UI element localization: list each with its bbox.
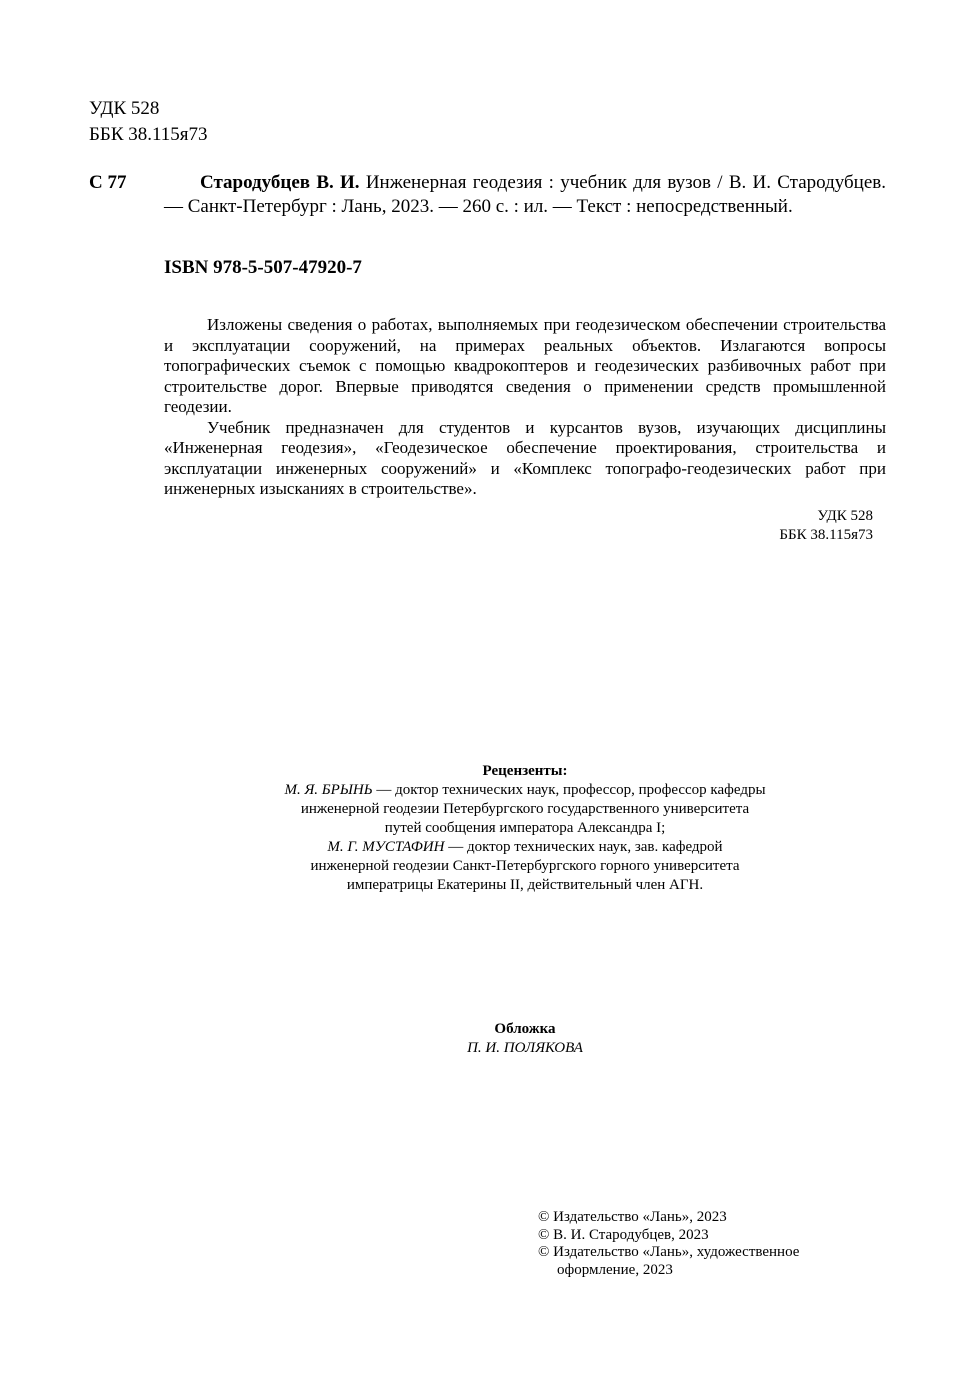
abstract	[164, 315, 886, 500]
copyright-block	[538, 1209, 858, 1279]
udk-code: УДК 528	[89, 98, 160, 119]
cover-designer: П. И. ПОЛЯКОВА	[467, 1040, 583, 1056]
udk-bbk-footer	[700, 507, 873, 545]
reviewer-line	[200, 781, 850, 800]
reviewer-credentials: — доктор технических наук, зав. кафедрой	[444, 839, 723, 855]
bibliographic-record	[164, 171, 886, 219]
author-name: Стародубцев В. И.	[200, 172, 360, 193]
cover-credit	[200, 1020, 850, 1058]
bbk-code: ББК 38.115я73	[779, 527, 873, 543]
bbk-code: ББК 38.115я73	[89, 124, 208, 145]
reviewer-line: императрицы Екатерины II, действительный член АГН.	[346, 877, 704, 893]
reviewers-block	[200, 762, 850, 895]
reviewer-name: М. Г. МУСТАФИН	[327, 839, 445, 855]
reviewers-heading: Рецензенты:	[482, 763, 568, 779]
abstract-paragraph: Учебник предназначен для студентов и курсантов вузов, изучающих дисциплины «Инженерная геодезия», «Геодезическое обеспечение проектирования, строительства и эксплуатации инженерных сооружений» и «Комплекс топографо-геодезических работ при инженерных изысканиях в строительстве».	[164, 417, 886, 498]
copyright-line: © Издательство «Лань», художественное	[538, 1244, 800, 1260]
reviewer-credentials: — доктор технических наук, профессор, профессор кафедры	[372, 782, 766, 798]
reviewer-line: инженерной геодезии Петербургского государственного университета	[300, 801, 750, 817]
bibliographic-description: Инженерная геодезия : учебник для вузов / В. И. Стародубцев. — Санкт-Петербург : Лань, 2023. — 260 с. : ил. — Текст : непосредственный.	[164, 172, 887, 217]
copyright-line: © Издательство «Лань», 2023	[538, 1209, 727, 1225]
udk-bbk-header	[89, 96, 208, 148]
udk-code: УДК 528	[817, 508, 873, 524]
reviewer-name: М. Я. БРЫНЬ	[284, 782, 373, 798]
reviewer-line: путей сообщения императора Александра I;	[384, 820, 666, 836]
author-mark: С 77	[89, 172, 127, 193]
isbn: ISBN 978-5-507-47920-7	[164, 257, 362, 278]
cover-heading: Обложка	[494, 1021, 556, 1037]
reviewer-line	[200, 838, 850, 857]
reviewer-line: инженерной геодезии Санкт-Петербургского горного университета	[310, 858, 740, 874]
abstract-paragraph: Изложены сведения о работах, выполняемых при геодезическом обеспечении строительства и эксплуатации сооружений, на примерах реальных объектов. Излагаются вопросы топографических съемок с помощью квадрокоптеров и геодезических разбивочных работ при строительстве дорог. Впервые приводятся сведения о применении средств промышленной геодезии.	[164, 315, 886, 416]
copyright-line: © В. И. Стародубцев, 2023	[538, 1226, 709, 1243]
copyright-line: оформление, 2023	[557, 1261, 673, 1278]
